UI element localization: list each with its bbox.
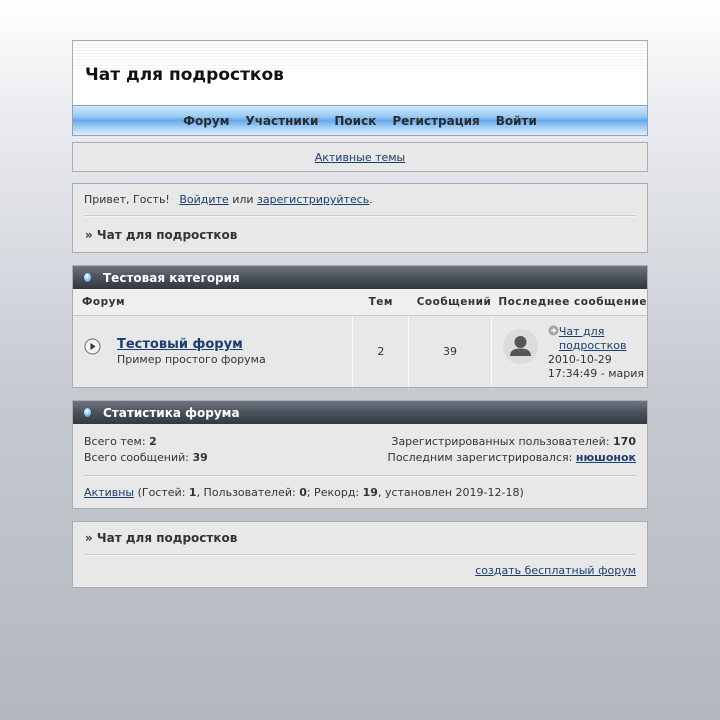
registered-label: Зарегистрированных пользователей:	[391, 435, 610, 448]
online-line	[84, 486, 524, 499]
col-posts: Сообщений	[409, 289, 492, 316]
stats-box	[72, 400, 648, 509]
period-text: .	[369, 193, 373, 206]
total-topics-value: 2	[149, 435, 157, 448]
active-users-link[interactable]: Активны	[84, 486, 135, 499]
welcome-line	[84, 193, 373, 206]
last-registered-user-link[interactable]: нюшонок	[575, 451, 636, 464]
nav-register[interactable]: Регистрация	[392, 113, 480, 128]
breadcrumb[interactable]: » Чат для подростков	[85, 228, 238, 242]
divider	[84, 215, 636, 217]
category-header	[73, 266, 647, 289]
total-posts-value: 39	[192, 451, 208, 464]
forum-title-link[interactable]: Тестовый форум	[117, 337, 243, 352]
total-topics-label: Всего тем:	[84, 435, 146, 448]
record-date: , установлен 2019-12-18)	[377, 486, 524, 499]
stats-title: Статистика форума	[103, 405, 240, 420]
active-topics-link[interactable]: Активные темы	[314, 150, 406, 164]
forum-arrow-icon	[84, 338, 101, 355]
create-forum-link[interactable]: создать бесплатный форум	[475, 564, 636, 577]
users-label: , Пользователей:	[196, 486, 300, 499]
col-topics: Тем	[353, 289, 409, 316]
go-to-post-icon[interactable]	[548, 325, 559, 336]
last-post-time-user: 17:34:49 - мария	[547, 367, 645, 380]
bullet-icon	[84, 273, 91, 282]
greeting-text: Привет, Гость!	[84, 193, 170, 206]
main-nav	[72, 105, 648, 136]
registered-value: 170	[613, 435, 636, 448]
page	[72, 40, 648, 588]
last-post-cell	[491, 316, 647, 388]
bullet-icon	[84, 408, 91, 417]
col-last-post: Последнее сообщение	[491, 289, 647, 316]
record-value: 19	[362, 486, 378, 499]
record-label: ; Рекорд:	[306, 486, 363, 499]
last-registered-label: Последним зарегистрировался:	[387, 451, 573, 464]
divider	[84, 475, 636, 477]
last-post-link[interactable]: Чат для подростков	[558, 325, 627, 352]
users-value: 0	[299, 486, 307, 499]
col-forum: Форум	[73, 289, 353, 316]
forum-description: Пример простого форума	[117, 353, 266, 366]
nav-forum[interactable]: Форум	[183, 113, 230, 128]
nav-login[interactable]: Войти	[495, 113, 537, 128]
stats-left	[84, 434, 208, 466]
footer-box	[72, 521, 648, 588]
register-link[interactable]: зарегистрируйтесь	[257, 193, 370, 206]
stats-right	[388, 434, 636, 466]
category-title[interactable]: Тестовая категория	[103, 270, 240, 285]
forum-cell	[73, 316, 353, 388]
or-text: или	[232, 193, 254, 206]
forum-table	[73, 289, 647, 387]
stats-header	[73, 401, 647, 424]
divider	[84, 554, 636, 556]
footer-breadcrumb[interactable]: » Чат для подростков	[85, 531, 238, 545]
nav-search[interactable]: Поиск	[334, 113, 377, 128]
site-title: Чат для подростков	[85, 65, 284, 85]
category-box	[72, 265, 648, 388]
guests-label: (Гостей:	[134, 486, 189, 499]
active-topics-bar	[72, 142, 648, 172]
nav-members[interactable]: Участники	[245, 113, 319, 128]
total-posts-label: Всего сообщений:	[84, 451, 189, 464]
last-post-date: 2010-10-29	[547, 353, 612, 366]
table-row	[73, 316, 647, 388]
welcome-box	[72, 183, 648, 253]
guests-value: 1	[188, 486, 197, 499]
site-header	[72, 40, 648, 105]
posts-count: 39	[409, 316, 492, 388]
login-link[interactable]: Войдите	[179, 193, 229, 206]
stats-body	[73, 424, 647, 508]
topics-count: 2	[353, 316, 409, 388]
user-avatar-icon	[503, 329, 538, 364]
table-header-row	[73, 289, 647, 316]
avatar	[503, 329, 538, 364]
